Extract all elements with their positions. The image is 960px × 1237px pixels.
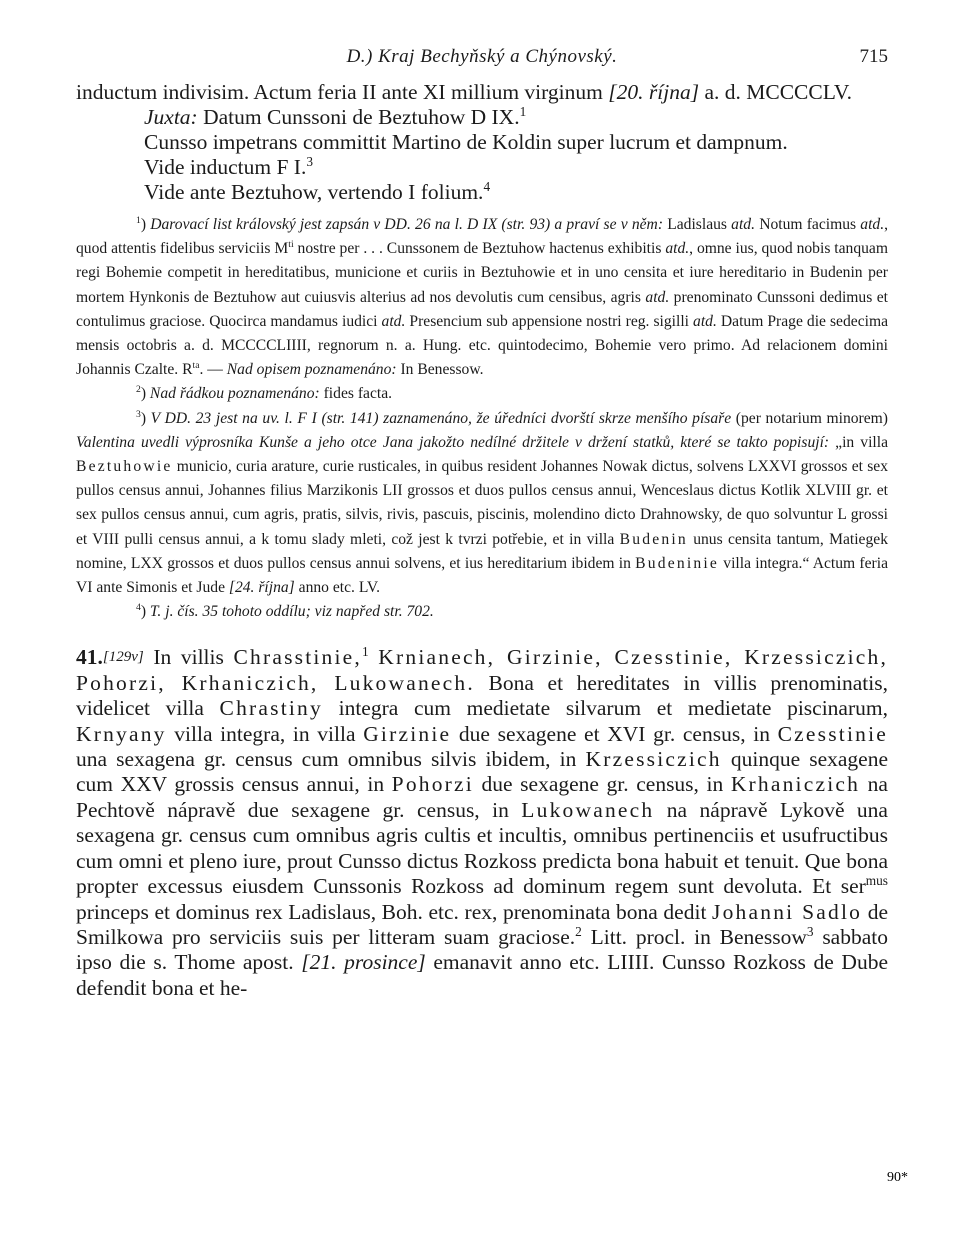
- footnote-ref[interactable]: 3: [306, 153, 314, 169]
- signature-mark: 90*: [887, 1170, 908, 1185]
- entry-41: 41.[129v] In villis Chrasstinie,$^1$ Krnianech, Girzinie, Czesstinie, Krzessiczich, Pohorzi, Krhaniczich, Lukowanech. Bona et hereditates in villis prenominatis, videlicet villa Chrastiny integra cum medietate silvarum et medietate piscinarum, Krnyany villa integra, in villa Girzinie due sexagene et XVI gr. census, in Czesstinie una sexagena gr. census cum omnibus silvis ibidem, in Krzessiczich quinque sexagene cum XXV grossis census annui, in Pohorzi due sexagene gr. census, in Krhaniczich na Pechtově nápravě due sexagene gr. census, in Lukowanech na nápravě Lykově una sexagena gr. census cum omnibus agris cultis et incultis, omnibus pertinenciis et usufructibus cum omni et pleno iure, prout Cunsso dictus Rozkoss predicta bona habuit et tenuit. Que bona propter excessus eiusdem Cunssonis Rozkoss ad dominum regem sunt devoluta. Et ser$^{mus}$ princeps et dominus rex Ladislaus, Boh. etc. rex, prenominata bona dedit Johanni Sadlo de Smilkowa pro serviciis suis per litteram suam graciose.$^2$ Litt. procl. in Benessow$^3$ sabbato ipso die s. Thome apost. [21. prosince] emanavit anno etc. LIIII. Cunsso Rozkoss de Dube defendit bona et he-: [76, 644, 889, 1000]
- paragraph: inductum indivisim. Actum feria II ante XI millium virginum [20. října] a. d. MCCCCLV.: [76, 80, 853, 104]
- folio-ref: [129v]: [102, 649, 144, 666]
- text-line: Vide inductum F I.$^3$: [144, 153, 314, 179]
- footnotes: [76, 213, 888, 624]
- footnote-ref[interactable]: 4: [483, 178, 491, 194]
- page-number: 715: [859, 46, 888, 67]
- running-header: [76, 46, 888, 80]
- footnote-4: $^4$) T. j. čís. 35 tohoto oddílu; viz napřed str. 702.: [136, 602, 434, 621]
- footnote-2: $^2$) Nad řádkou poznamenáno: fides facta.: [136, 384, 393, 403]
- footnote-1: $^1$) Darovací list královský jest zapsán v DD. 26 na l. D IX (str. 93) a praví se v něm: Ladislaus atd. Notum facimus atd., quod attentis fidelibus serviciis $M^{ti}$ nostre per . . . Cunssonem de Beztuhow hactenus exhibitis atd., omne ius, quod nobis tanquam regi Bohemie competit in hereditatibus, municione et curiis in Beztuhowie et in uno censita et iure hereditario in Budenin per mortem Hynkonis de Beztuhow aut cuiusvis alterius ad nos devolutis cum censibus, agris atd. prenominato Cunssoni dedimus et contulimus graciose. Quocirca mandamus iudici atd. Presencium sub appensione nostri reg. sigilli atd. Datum Prage die sedecima mensis octobris a. d. MCCCCLIIII, regnorum n. a. Hung. etc. quintodecimo, Bohemie vero primo. Ad relacionem domini Johannis Czalte. $R^{ta}$. — Nad opisem poznamenáno: In Benessow.: [76, 214, 889, 379]
- header-title: D.) Kraj Bechyňský a Chýnovský.: [346, 46, 618, 67]
- footnote-ref[interactable]: 3: [806, 923, 814, 939]
- footnote-ref[interactable]: 2: [575, 923, 582, 939]
- text-line: Cunsso impetrans committit Martino de Koldin super lucrum et dampnum.: [144, 130, 788, 154]
- entry-number: 41.: [76, 645, 103, 670]
- juxta-line: Juxta: Datum Cunssoni de Beztuhow D IX.$^1$: [144, 103, 527, 129]
- main-text: [76, 80, 888, 205]
- footnote-ref[interactable]: 1: [519, 103, 527, 119]
- document-page: [76, 46, 888, 1001]
- text-line: Vide ante Beztuhow, vertendo I folium.$^4$: [144, 178, 491, 204]
- footnote-3: $^3$) V DD. 23 jest na uv. l. F I (str. 141) zaznamenáno, že úředníci dvorští skrze menšího písaře (per notarium minorem) Valentina uvedli výprosníka Kunše a jeho otce Jana jakožto nedílné držitele v držení statků, které se takto popisují: „in villa Beztuhowie municio, curia arature, curie rusticales, in quibus resident Johannes Nowak dictus, solvens LXXVI grossos et sex pullos census annui, Johannes filius Marzikonis LII grossos et duos pullos census annui, Wenceslaus dictus Kotlik XLVIII gr. et sex pullos census annui, cum agris, pratis, silvis, rivis, pascuis, piscinis, molendino dicto Drahnowsky, de quo solvuntur L grossi et VIII pulli census annui, a k tomu slady mleti, což jest k tvrzi potřebie, et in villa Budenin unus censita tantum, Matiegek nomine, LXX grossos et duos pullos census annui solvens, et ius hereditarium ibidem in Budeninie villa integra.“ Actum feria VI ante Simonis et Jude [24. října] anno etc. LV.: [76, 408, 888, 597]
- footnote-ref[interactable]: 1: [362, 644, 369, 660]
